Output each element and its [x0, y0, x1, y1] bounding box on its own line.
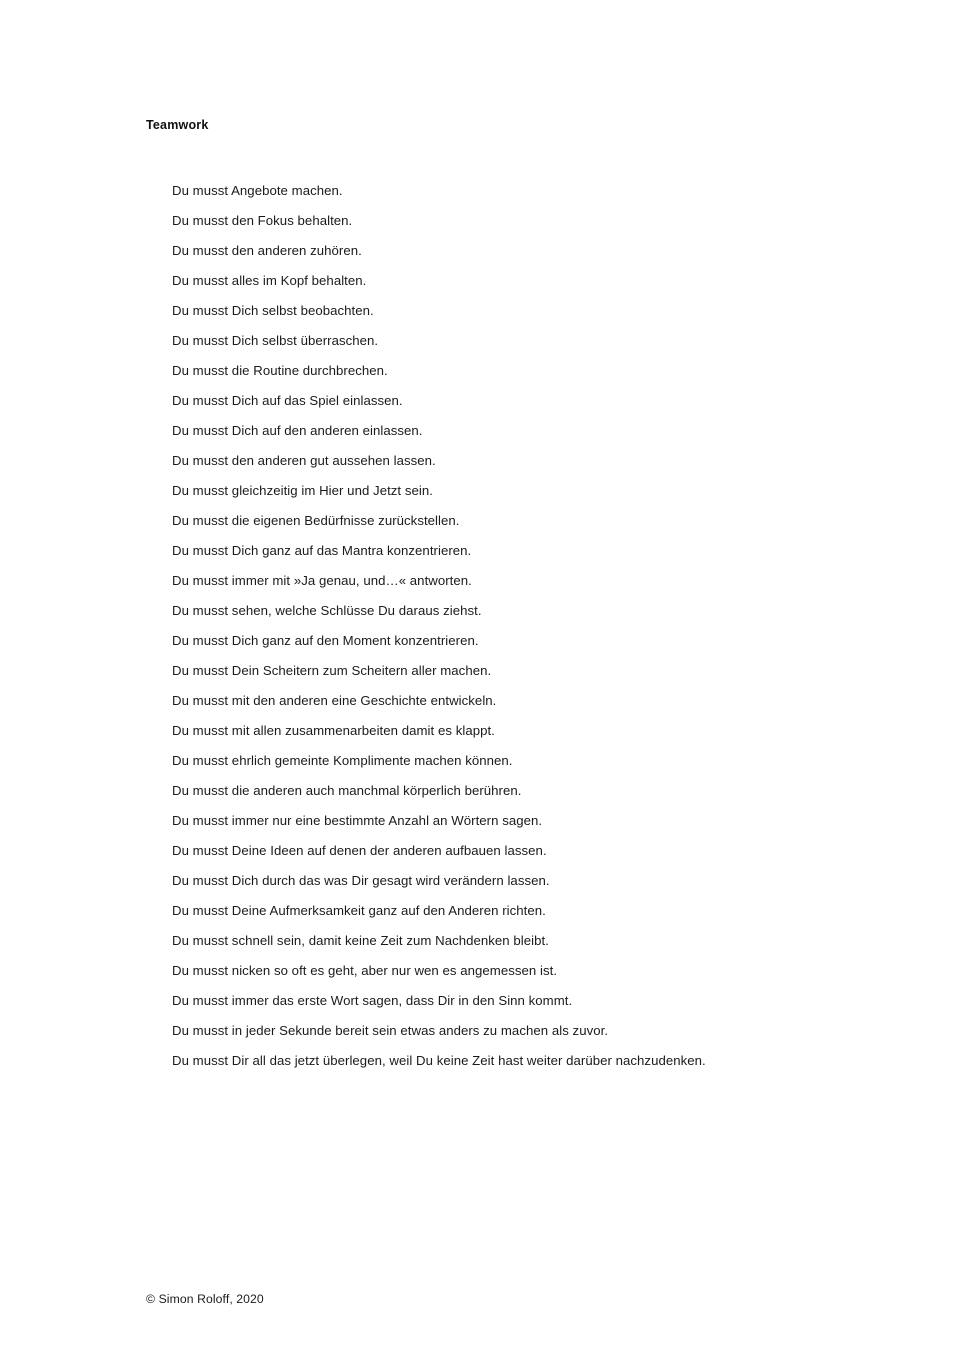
list-item: Du musst die anderen auch manchmal körperlich berühren. — [172, 783, 522, 798]
list-item: Du musst mit allen zusammenarbeiten damit es klappt. — [172, 723, 495, 738]
list-item: Du musst Angebote machen. — [172, 183, 343, 198]
list-item: Du musst die Routine durchbrechen. — [172, 363, 388, 378]
list-item: Du musst mit den anderen eine Geschichte entwickeln. — [172, 693, 497, 708]
list-item: Du musst Dich selbst überraschen. — [172, 333, 379, 348]
list-item: Du musst Dich selbst beobachten. — [172, 303, 374, 318]
list-item: Du musst ehrlich gemeinte Komplimente machen können. — [172, 753, 513, 768]
list-item: Du musst den Fokus behalten. — [172, 213, 353, 228]
page-title: Teamwork — [146, 118, 209, 132]
list-item: Du musst den anderen gut aussehen lassen. — [172, 453, 436, 468]
list-item: Du musst immer mit »Ja genau, und…« antworten. — [172, 573, 472, 588]
list-item: Du musst schnell sein, damit keine Zeit zum Nachdenken bleibt. — [172, 933, 549, 948]
list-item: Du musst in jeder Sekunde bereit sein etwas anders zu machen als zuvor. — [172, 1023, 609, 1038]
list-item: Du musst Dich auf den anderen einlassen. — [172, 423, 423, 438]
list-item: Du musst nicken so oft es geht, aber nur wen es angemessen ist. — [172, 963, 558, 978]
list-item: Du musst Dich durch das was Dir gesagt wird verändern lassen. — [172, 873, 550, 888]
list-item: Du musst die eigenen Bedürfnisse zurückstellen. — [172, 513, 460, 528]
list-item: Du musst Dir all das jetzt überlegen, weil Du keine Zeit hast weiter darüber nachzudenken. — [172, 1053, 706, 1068]
list-item: Du musst Dich auf das Spiel einlassen. — [172, 393, 403, 408]
list-item: Du musst Deine Ideen auf denen der anderen aufbauen lassen. — [172, 843, 547, 858]
list-item: Du musst Dich ganz auf den Moment konzentrieren. — [172, 633, 479, 648]
list-item: Du musst immer das erste Wort sagen, dass Dir in den Sinn kommt. — [172, 993, 573, 1008]
list-item: Du musst Dein Scheitern zum Scheitern aller machen. — [172, 663, 492, 678]
copyright-footer: © Simon Roloff, 2020 — [146, 1292, 264, 1306]
poem-line-list — [172, 176, 872, 1076]
list-item: Du musst Deine Aufmerksamkeit ganz auf den Anderen richten. — [172, 903, 546, 918]
list-item: Du musst immer nur eine bestimmte Anzahl an Wörtern sagen. — [172, 813, 543, 828]
list-item: Du musst gleichzeitig im Hier und Jetzt sein. — [172, 483, 433, 498]
list-item: Du musst den anderen zuhören. — [172, 243, 362, 258]
list-item: Du musst sehen, welche Schlüsse Du daraus ziehst. — [172, 603, 482, 618]
list-item: Du musst Dich ganz auf das Mantra konzentrieren. — [172, 543, 472, 558]
list-item: Du musst alles im Kopf behalten. — [172, 273, 367, 288]
